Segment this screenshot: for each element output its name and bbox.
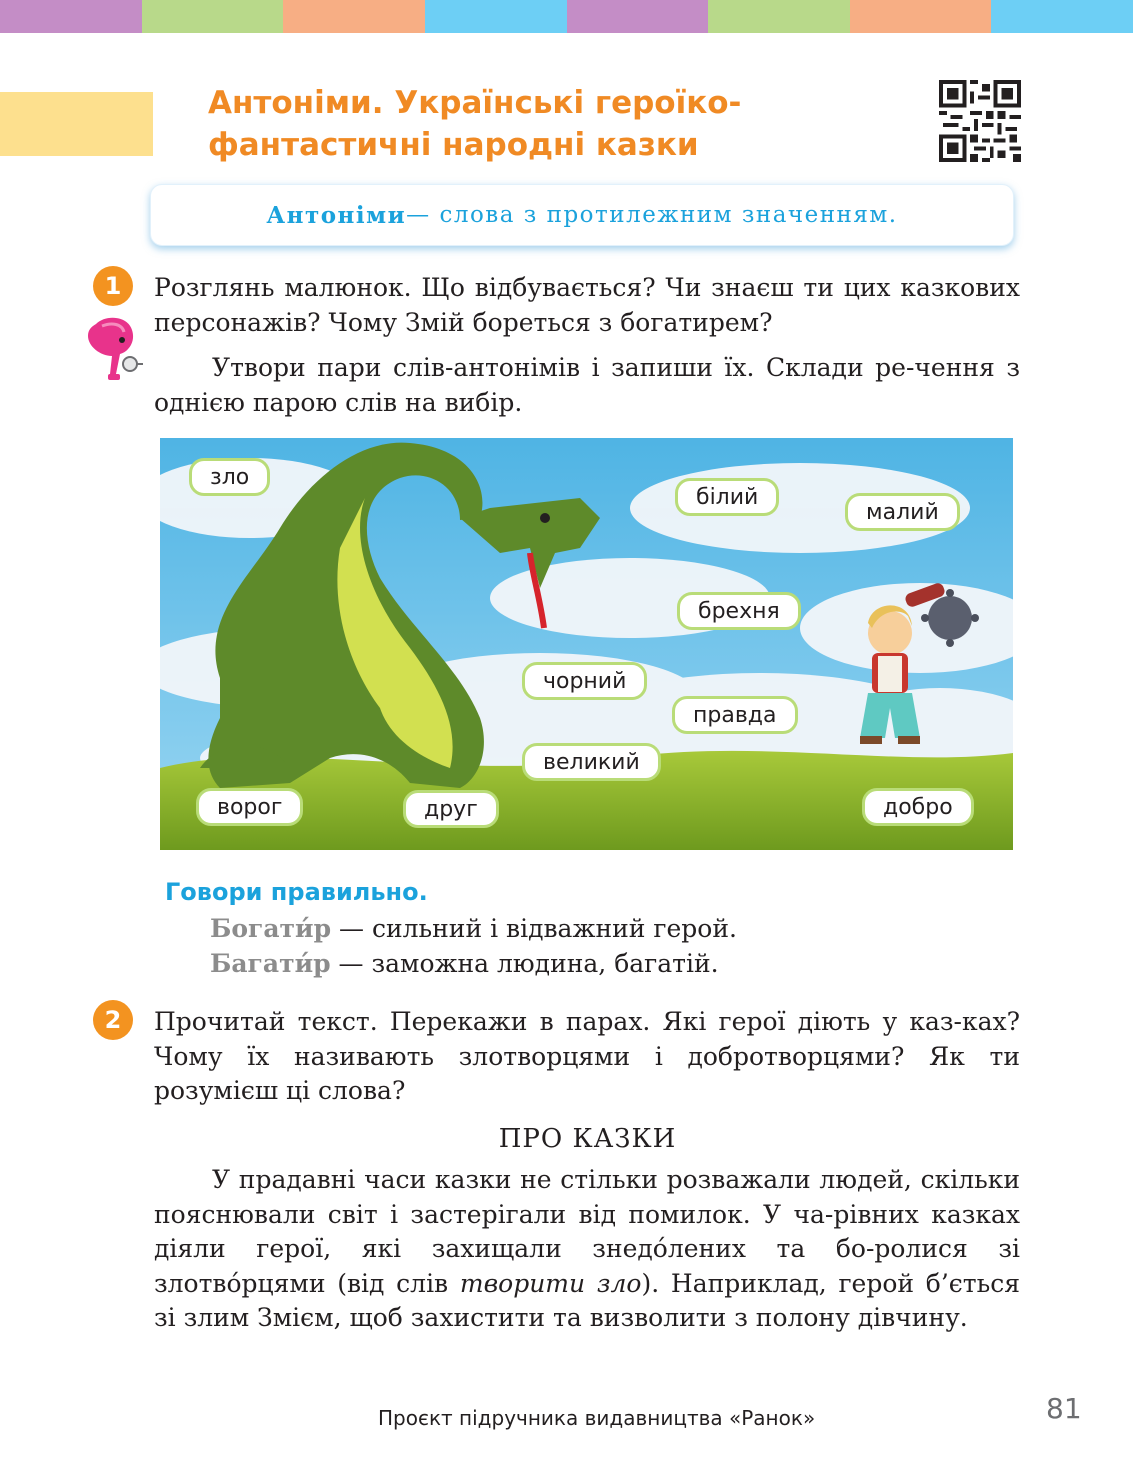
header-color-stripes — [0, 0, 1133, 33]
speak-definition: — сильний і відважний герой. — [331, 914, 737, 943]
word-label: правда — [672, 696, 798, 734]
story-text-italic: творити зло — [459, 1268, 642, 1298]
task-number-badge: 2 — [93, 1000, 133, 1040]
stripe — [991, 0, 1133, 33]
word-label: малий — [845, 493, 960, 531]
section-marker — [0, 92, 153, 156]
word-label: добро — [862, 788, 974, 826]
speak-word: Богати́р — [210, 914, 332, 943]
story-text — [154, 1163, 1020, 1336]
definition-text: — слова з протилежним значенням. — [406, 202, 898, 228]
stripe — [567, 0, 709, 33]
page-title — [208, 82, 848, 166]
story-text-part-2: ). Наприклад, герой б’ється зі злим Змієм, щоб захистити та визволити з полону дівчину. — [154, 1268, 1021, 1332]
title-line-1: Антоніми. Українські героїко- — [208, 85, 742, 121]
story-title: ПРО КАЗКИ — [498, 1124, 677, 1154]
word-label: великий — [522, 743, 661, 781]
stripe — [142, 0, 284, 33]
task1-text-2: Утвори пари слів-антонімів і запиши їх. Склади ре-чення з однією парою слів на вибір. — [154, 353, 1020, 417]
task-number-badge: 1 — [93, 266, 133, 306]
speak-correctly-title: Говори правильно. — [165, 878, 428, 906]
speak-line — [210, 914, 737, 943]
speak-line — [210, 949, 719, 978]
stripe — [0, 0, 142, 33]
definition-term: Антоніми — [266, 201, 407, 229]
word-label: зло — [189, 458, 270, 496]
qr-code-icon[interactable] — [939, 80, 1021, 162]
word-label: друг — [403, 790, 499, 828]
mascot-icon — [82, 316, 144, 384]
definition-box — [150, 184, 1014, 246]
stripe — [708, 0, 850, 33]
footer-publisher: Проєкт підручника видавництва «Ранок» — [378, 1406, 816, 1430]
word-label: брехня — [677, 592, 801, 630]
stripe — [283, 0, 425, 33]
stripe — [850, 0, 992, 33]
word-label: ворог — [196, 788, 303, 826]
task1-text-1: Розглянь малюнок. Що відбувається? Чи знаєш ти цих казкових персонажів? Чому Змій бореться з богатирем? — [154, 273, 1020, 337]
page-number: 81 — [1046, 1392, 1082, 1425]
speak-definition: — заможна людина, багатій. — [330, 949, 719, 978]
word-label: чорний — [522, 662, 647, 700]
title-line-2: фантастичні народні казки — [208, 127, 699, 163]
story-text-part-1: У прадавні часи казки не стільки розважали людей, скільки пояснювали світ і застерігали від помилок. У ча-рівних казках діяли герої, які захищали знедо́лених та бо-ролися зі злотво́рцями (від слів — [154, 1165, 1020, 1298]
task2-text: Прочитай текст. Перекажи в парах. Які герої діють у каз-ках? Чому їх називають злотворцями і добротворцями? Як ти розумієш ці слова? — [154, 1007, 1020, 1105]
speak-word: Багати́р — [210, 949, 331, 978]
word-label: білий — [675, 478, 779, 516]
stripe — [425, 0, 567, 33]
